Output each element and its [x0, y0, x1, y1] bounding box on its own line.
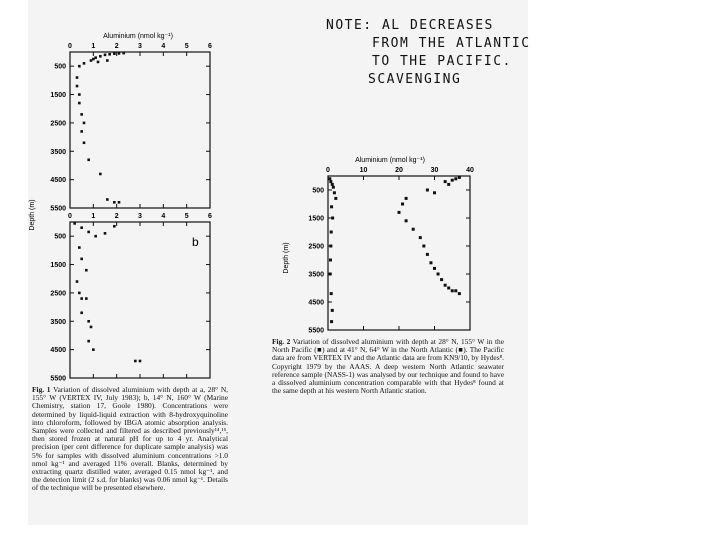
fig2-data-point: [405, 197, 408, 200]
fig2-data-point: [331, 217, 334, 220]
fig2-data-point: [332, 186, 335, 189]
fig1a-data-point: [113, 52, 116, 55]
fig1-x-axis-label: Aluminium (nmol kg⁻¹): [103, 33, 173, 40]
fig2-data-point: [329, 259, 332, 262]
fig2-data-point: [454, 289, 457, 292]
fig2-data-point: [329, 180, 332, 183]
fig1a-y-tick-label: 4500: [50, 177, 66, 185]
fig2-data-point: [451, 289, 454, 292]
fig2-data-point: [329, 245, 332, 248]
fig1a-x-tick-label: 1: [91, 43, 96, 50]
fig1b-x-tick-label: 1: [91, 213, 96, 220]
fig2-x-tick-label: 0: [326, 167, 330, 174]
fig1b-panel-label: b: [192, 235, 199, 249]
fig2-data-point: [330, 320, 333, 323]
fig1b-data-point: [139, 360, 142, 363]
fig1a-data-point: [76, 85, 79, 88]
fig1b-data-point: [76, 280, 79, 283]
fig1a-x-tick-label: 4: [161, 43, 166, 50]
fig2-data-point: [405, 219, 408, 222]
fig2-data-point: [330, 205, 333, 208]
fig1b-x-tick-label: 0: [68, 213, 72, 220]
fig1a-data-point: [106, 198, 109, 201]
fig1b-y-tick-label: 5500: [50, 375, 66, 383]
fig1b-x-tick-label: 2: [114, 213, 119, 220]
fig1b-data-point: [87, 340, 90, 343]
fig2-data-point: [330, 231, 333, 234]
fig2-y-axis-label: Depth (m): [283, 242, 290, 274]
fig2-x-tick-label: 30: [430, 167, 439, 174]
fig2-x-axis-label: Aluminium (nmol kg⁻¹): [355, 157, 425, 164]
fig2-data-point: [422, 245, 425, 248]
fig1a-y-tick-label: 2500: [50, 120, 66, 128]
fig1a-data-point: [87, 158, 90, 161]
fig1b-data-point: [78, 246, 81, 249]
fig1a-data-point: [80, 130, 83, 133]
fig1b-x-tick-label: 4: [161, 213, 166, 220]
figure-1-chart: [0, 0, 260, 390]
fig2-plot-frame: [328, 176, 470, 330]
figure-2-chart: [258, 140, 518, 360]
figure-2-caption: [272, 338, 504, 395]
fig2-data-point: [329, 273, 332, 276]
fig1b-x-tick-label: 3: [138, 213, 142, 220]
fig1a-x-tick-label: 6: [208, 43, 212, 50]
fig1a-data-point: [106, 59, 109, 62]
fig1a-data-point: [76, 76, 79, 79]
handwritten-note-line-3: TO THE PACIFIC.: [372, 54, 512, 69]
fig2-data-point: [433, 267, 436, 270]
fig1b-data-point: [113, 225, 116, 228]
fig2-data-point: [429, 261, 432, 264]
fig2-data-point: [447, 183, 450, 186]
fig2-data-point: [451, 179, 454, 182]
fig2-data-point: [398, 211, 401, 214]
fig1a-data-point: [90, 59, 93, 62]
fig1a-data-point: [78, 102, 81, 105]
fig1b-y-tick-label: 3500: [50, 318, 66, 326]
fig2-data-point: [458, 176, 461, 179]
fig1a-y-tick-label: 3500: [50, 148, 66, 156]
fig2-y-tick-label: 500: [312, 187, 324, 195]
fig2-data-point: [440, 278, 443, 281]
fig1b-data-point: [80, 226, 83, 229]
fig1b-y-tick-label: 4500: [50, 347, 66, 355]
fig1a-y-tick-label: 1500: [50, 92, 66, 100]
fig1a-x-tick-label: 2: [114, 43, 119, 50]
fig2-data-point: [433, 191, 436, 194]
fig2-data-point: [444, 180, 447, 183]
figure-2-caption-label: Fig. 2: [272, 337, 291, 346]
fig2-data-point: [419, 236, 422, 239]
fig2-data-point: [333, 191, 336, 194]
fig1a-data-point: [94, 56, 97, 59]
fig1a-data-point: [78, 93, 81, 96]
fig2-data-point: [454, 177, 457, 180]
figure-1-caption-label: Fig. 1: [32, 385, 51, 394]
fig1b-y-tick-label: 2500: [50, 290, 66, 298]
fig2-x-tick-label: 10: [359, 167, 368, 174]
fig1a-data-point: [122, 52, 125, 55]
fig2-data-point: [328, 177, 331, 180]
fig1a-data-point: [118, 201, 121, 204]
fig2-data-point: [426, 189, 429, 192]
fig2-data-point: [426, 253, 429, 256]
fig1a-data-point: [104, 54, 107, 57]
fig2-y-tick-label: 3500: [308, 271, 324, 279]
fig1b-y-tick-label: 1500: [50, 262, 66, 270]
fig1a-plot-frame: [70, 52, 210, 208]
fig1b-x-tick-label: 5: [184, 213, 189, 220]
fig1b-data-point: [80, 258, 83, 261]
fig2-data-point: [330, 292, 333, 295]
fig1a-data-point: [97, 61, 100, 64]
fig1a-data-point: [118, 52, 121, 55]
fig1b-data-point: [85, 297, 88, 300]
fig2-data-point: [458, 292, 461, 295]
fig2-x-tick-label: 20: [395, 167, 403, 174]
fig2-y-tick-label: 4500: [308, 299, 324, 307]
fig1b-data-point: [94, 235, 97, 238]
fig1a-x-tick-label: 0: [68, 43, 72, 50]
fig1a-data-point: [99, 173, 102, 176]
fig1b-x-tick-label: 6: [208, 213, 212, 220]
fig1b-data-point: [87, 320, 90, 323]
fig1a-y-tick-label: 500: [54, 63, 66, 71]
fig2-y-tick-label: 1500: [308, 215, 324, 223]
fig1a-data-point: [108, 53, 111, 56]
fig1b-data-point: [104, 232, 107, 235]
fig1a-data-point: [83, 122, 86, 125]
fig1b-data-point: [80, 297, 83, 300]
fig1a-data-point: [83, 141, 86, 144]
fig2-y-tick-label: 2500: [308, 243, 324, 251]
fig2-data-point: [334, 197, 337, 200]
fig1b-y-tick-label: 500: [54, 233, 66, 241]
fig1a-x-tick-label: 5: [184, 43, 189, 50]
fig2-data-point: [447, 287, 450, 290]
fig1a-data-point: [80, 113, 83, 116]
fig1a-data-point: [92, 58, 95, 61]
fig2-y-tick-label: 5500: [308, 327, 324, 335]
figure-1-caption: [32, 386, 228, 493]
fig1b-data-point: [87, 231, 90, 234]
fig1b-data-point: [78, 292, 81, 295]
handwritten-note-line-1: NOTE: AL DECREASES: [326, 18, 494, 33]
fig1b-data-point: [85, 269, 88, 272]
figure-2-caption-text: Variation of dissolved aluminium with depth at 28° N, 155° W in the North Pacific (■) and at 41° N, 64° W in the North Atlantic (■). The Pacific data are from VERTEX IV and the Atlantic data are from KN9/10, by Hydes⁸. Copyright 1979 by the AAAS. A deep western North Atlantic seawater reference sample (NASS-1) was analysed by our technique and found to have a dissolved aluminium concentration comparable with that Hydes⁸ found at the same depth at his western North Atlantic station.: [272, 337, 505, 396]
fig2-data-point: [444, 284, 447, 287]
fig1b-data-point: [80, 311, 83, 314]
fig1-y-axis-label: Depth (m): [29, 199, 36, 231]
fig1a-x-tick-label: 3: [138, 43, 142, 50]
fig1b-data-point: [73, 222, 76, 225]
fig1a-data-point: [99, 55, 102, 58]
handwritten-note-line-2: FROM THE ATLANTIC: [372, 36, 531, 51]
fig1a-data-point: [78, 65, 81, 68]
handwritten-note-line-4: SCAVENGING: [368, 72, 462, 87]
fig2-data-point: [401, 203, 404, 206]
fig2-data-point: [437, 273, 440, 276]
fig1b-data-point: [90, 326, 93, 329]
fig2-data-point: [331, 309, 334, 312]
fig1b-plot-frame: [70, 222, 210, 378]
fig2-x-tick-label: 40: [466, 167, 474, 174]
fig1b-data-point: [134, 360, 137, 363]
fig1a-data-point: [83, 62, 86, 65]
fig2-data-point: [412, 228, 415, 231]
fig1a-y-tick-label: 5500: [50, 205, 66, 213]
fig1b-data-point: [92, 348, 95, 351]
fig2-data-point: [331, 183, 334, 186]
figure-1-caption-text: Variation of dissolved aluminium with depth at a, 28° N, 155° W (VERTEX IV, July 1983); b, 14° N, 160° W (Marine Chemistry, station 17, Goole 1980). Concentrations were determined by liquid-liquid extraction with 8-hydroxyquinoline into chloroform, followed by IBGA atomic absorption analysis. Samples were collected and filtered as described previously¹⁴,¹⁵, then stored frozen at natural pH for up to 4 yr. Analytical precision (per cent difference for duplicate sample analysis) was 5% for samples with dissolved aluminium concentrations >1.0 nmol kg⁻¹ and averaged 11% overall. Blanks, determined by extracting quartz distilled water, averaged 0.15 nmol kg⁻¹, and the detection limit (2 s.d. for blanks) was 0.06 nmol kg⁻¹. Details of the technique will be presented elsewhere.: [32, 385, 229, 493]
fig1a-data-point: [113, 201, 116, 204]
